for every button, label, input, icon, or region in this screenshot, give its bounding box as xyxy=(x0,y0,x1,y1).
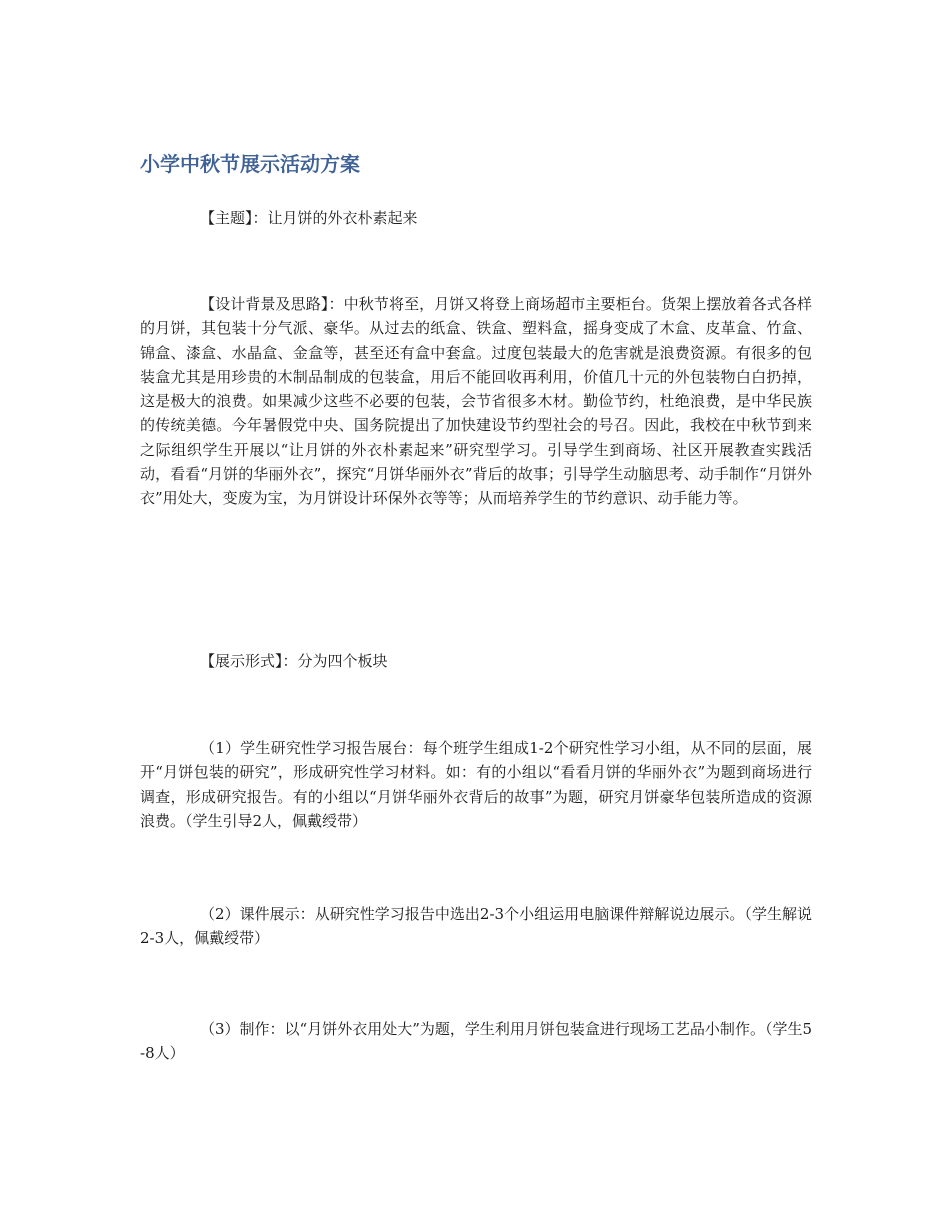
document-title: 小学中秋节展示活动方案 xyxy=(140,152,360,176)
background-paragraph: 【设计背景及思路】：中秋节将至，月饼又将登上商场超市主要柜台。货架上摆放着各式各样的月饼，其包装十分气派、豪华。从过去的纸盒、铁盒、塑料盒，摇身变成了木盒、皮革盒、竹盒、锦盒、漆盒、水晶盒、金盒等，甚至还有盒中套盒。过度包装最大的危害就是浪费资源。有很多的包装盒尤其是用珍贵的木制品制成的包装盒，用后不能回收再利用，价值几十元的外包装物白白扔掉，这是极大的浪费。如果减少这些不必要的包装，会节省很多木材。勤俭节约，杜绝浪费，是中华民族的传统美德。今年暑假党中央、国务院提出了加快建设节约型社会的号召。因此，我校在中秋节到来之际组织学生开展以“让月饼的外衣朴素起来”研究型学习。引导学生到商场、社区开展教查实践活动，看看“月饼的华丽外衣”，探究“月饼华丽外衣”背后的故事；引导学生动脑思考、动手制作“月饼外衣”用处大，变废为宝，为月饼设计环保外衣等等；从而培养学生的节约意识、动手能力等。 xyxy=(140,295,812,508)
theme-paragraph: 【主题】：让月饼的外衣朴素起来 xyxy=(200,209,418,227)
section-item-2: （2）课件展示：从研究性学习报告中选出2-3个小组运用电脑课件辩解说边展示。（学生解说2-3人，佩戴绶带） xyxy=(140,905,812,948)
format-paragraph: 【展示形式】：分为四个板块 xyxy=(200,652,388,670)
section-item-3: （3）制作：以“月饼外衣用处大”为题，学生利用月饼包装盒进行现场工艺品小制作。（学生5-8人） xyxy=(140,1020,812,1063)
section-item-1: （1）学生研究性学习报告展台：每个班学生组成1-2个研究性学习小组，从不同的层面，展开“月饼包装的研究”，形成研究性学习材料。如：有的小组以“看看月饼的华丽外衣”为题到商场进行调查，形成研究报告。有的小组以“月饼华丽外衣背后的故事”为题，研究月饼豪华包装所造成的资源浪费。（学生引导2人，佩戴绶带） xyxy=(140,739,812,830)
